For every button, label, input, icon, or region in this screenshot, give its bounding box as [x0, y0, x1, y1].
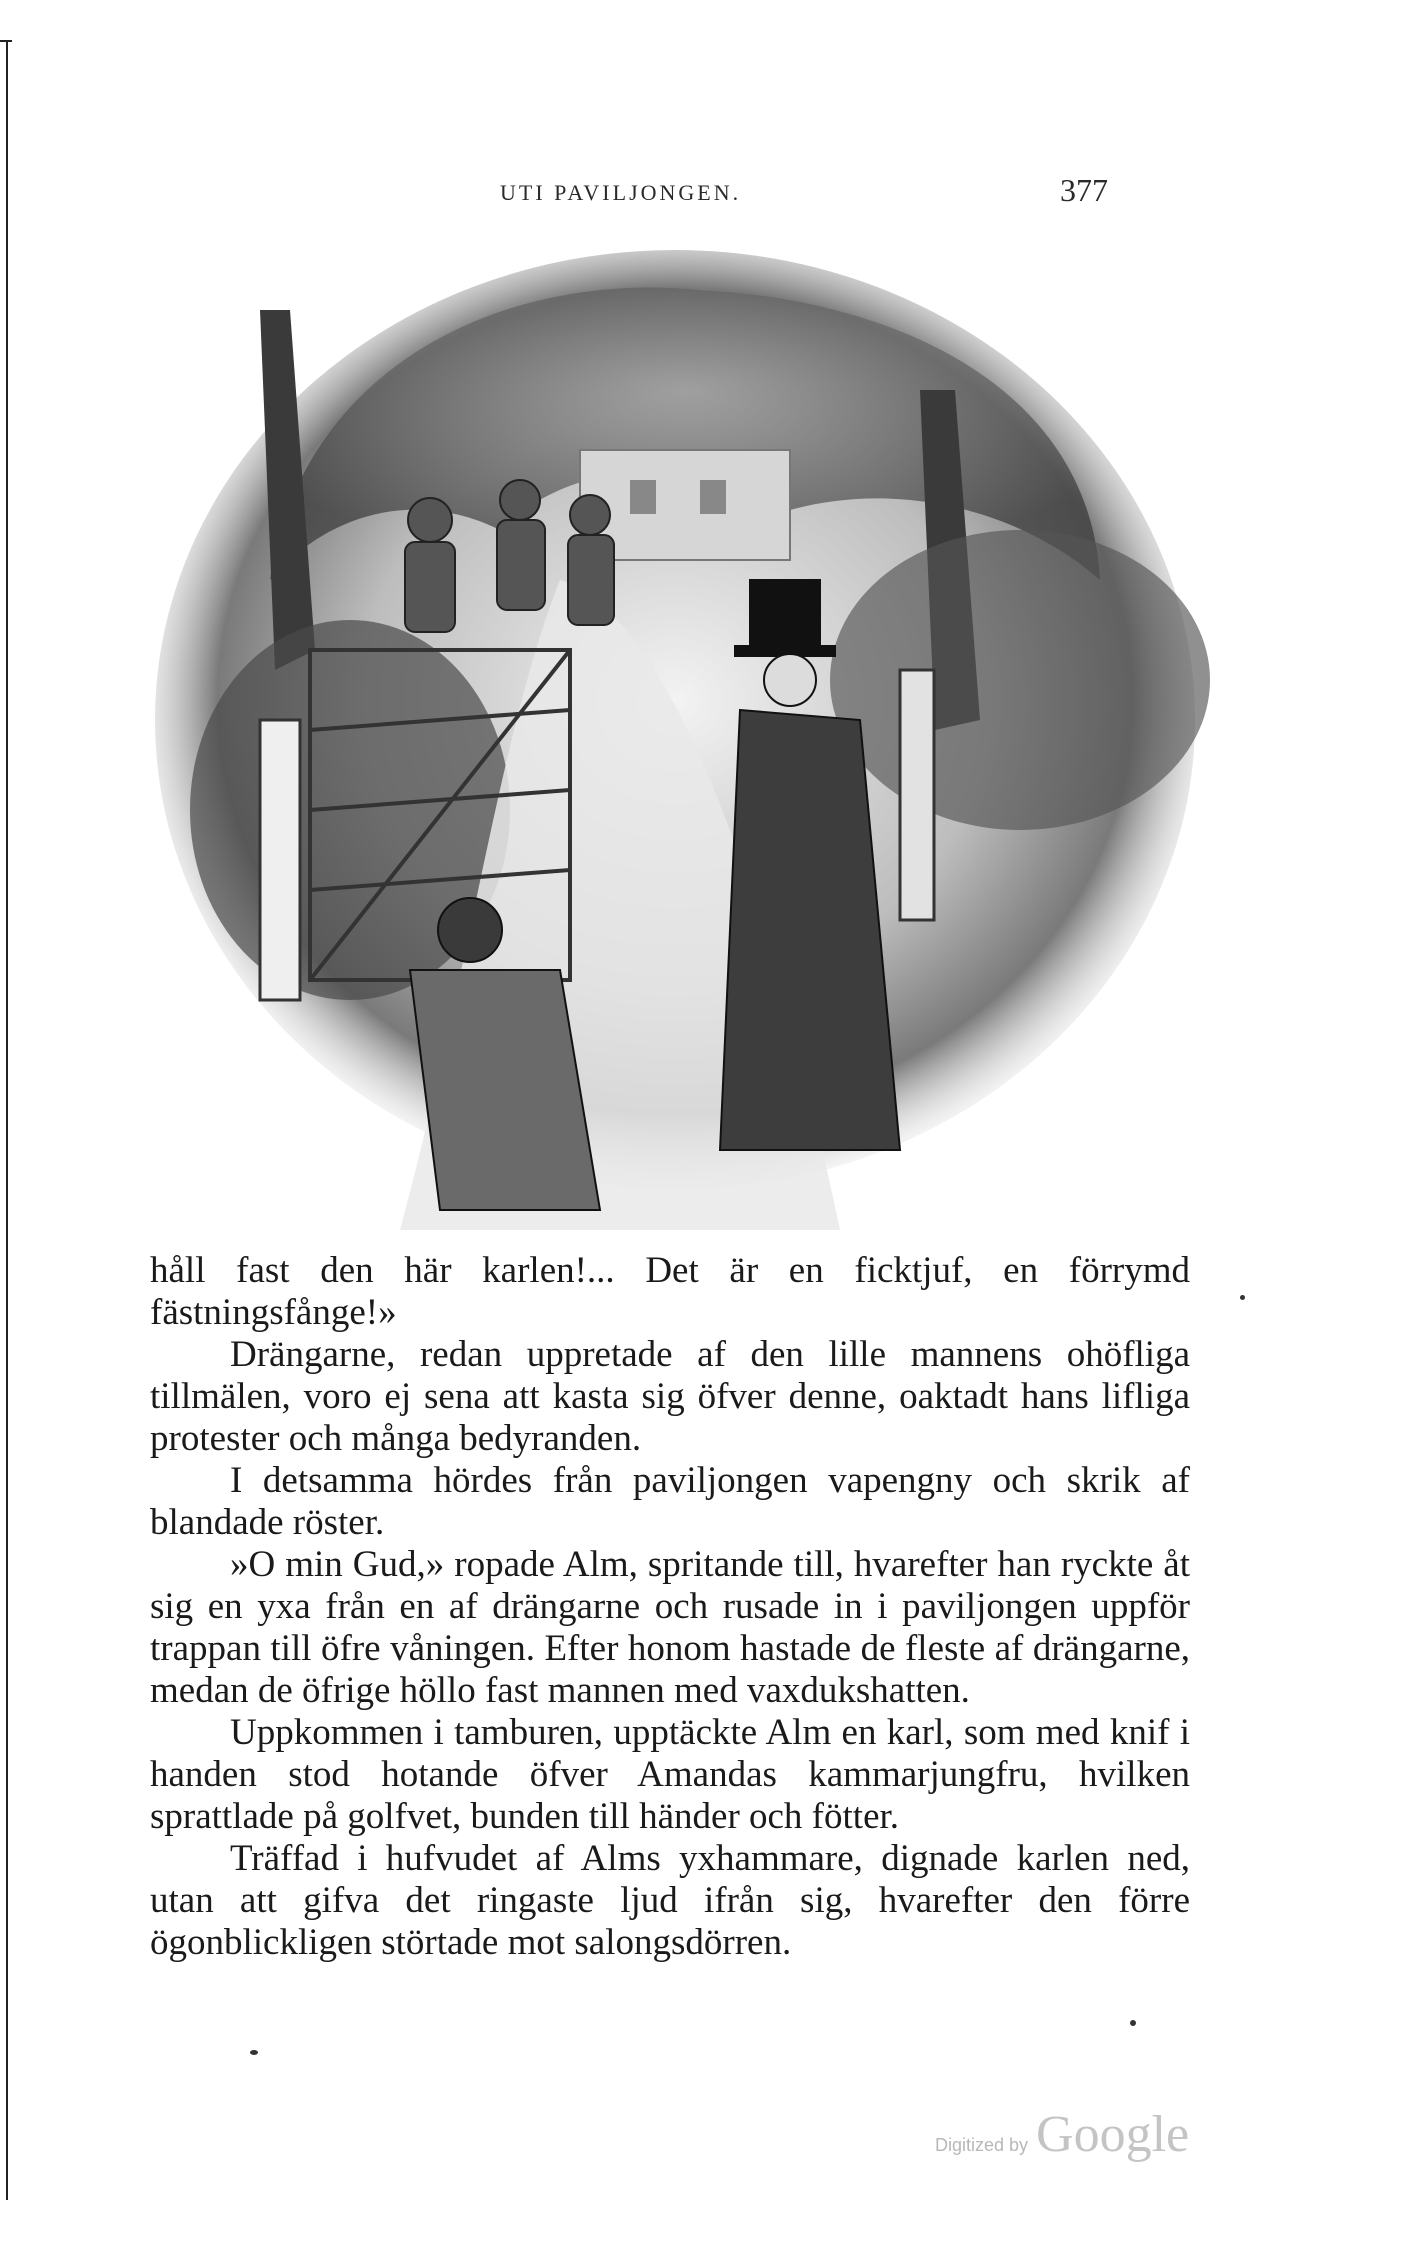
paragraph: I detsamma hördes från paviljongen vapengny och skrik af blandade röster.	[150, 1460, 1190, 1543]
ink-speck	[250, 2050, 258, 2055]
house-window	[630, 480, 656, 514]
page-number: 377	[1060, 172, 1108, 208]
ink-speck	[1130, 2020, 1136, 2026]
right-bush	[830, 530, 1210, 830]
watermark-prefix: Digitized by	[935, 2135, 1029, 2155]
ink-speck	[1240, 1295, 1245, 1300]
paragraph: »O min Gud,» ropade Alm, spritande till, hvarefter han ryckte åt sig en yxa från en af drängarne och rusade in i paviljongen uppför trappan till öfre våningen. Efter honom hastade de fleste af drängarne, medan de öfrige höllo fast mannen med vaxdukshatten.	[150, 1544, 1190, 1711]
gate-post-right	[900, 670, 934, 920]
paragraph: håll fast den här karlen!... Det är en ficktjuf, en förrymd fästningsfånge!»	[150, 1250, 1190, 1333]
page-edge-left	[6, 40, 8, 2200]
house-window	[700, 480, 726, 514]
body-text	[150, 1250, 1190, 1964]
crowd-figures	[405, 480, 614, 632]
paragraph: Drängarne, redan uppretade af den lille mannens ohöfliga tillmälen, voro ej sena att kasta sig öfver denne, oaktadt hans lifliga protester och många bedyranden.	[150, 1334, 1190, 1459]
paragraph: Träffad i hufvudet af Alms yxhammare, dignade karlen ned, utan att gifva det ringaste ljud ifrån sig, hvarefter den förre ögonblickligen störtade mot salongsdörren.	[150, 1838, 1190, 1963]
google-logo: Google	[1036, 2106, 1190, 2163]
running-head: UTI PAVILJONGEN.	[500, 180, 742, 205]
digitized-watermark	[935, 2105, 1189, 2164]
paragraph: Uppkommen i tamburen, upptäckte Alm en karl, som med knif i handen stod hotande öfver Amandas kammarjungfru, hvilken sprattlade på golfvet, bunden till händer och fötter.	[150, 1712, 1190, 1837]
gate-post-left	[260, 720, 300, 1000]
engraving-illustration	[140, 250, 1210, 1240]
